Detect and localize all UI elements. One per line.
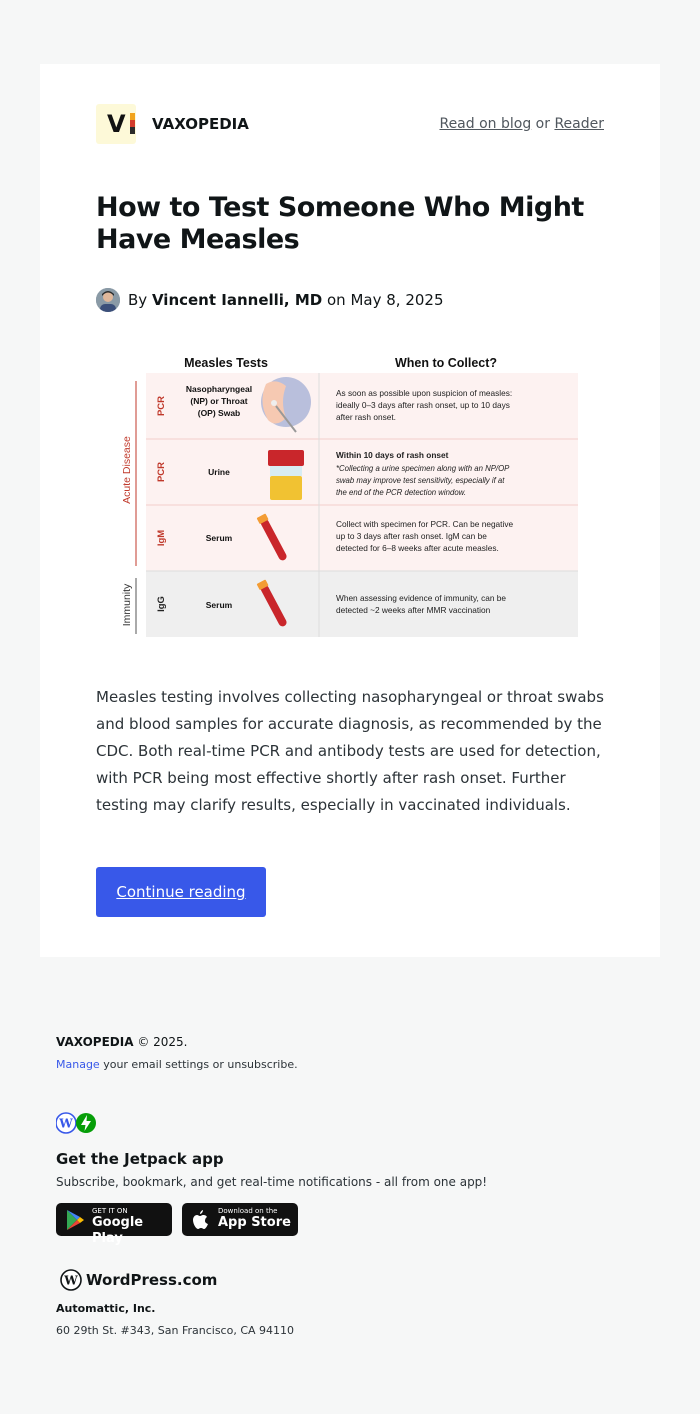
row1-when-line1: As soon as possible upon suspicion of measles: — [336, 388, 513, 398]
footer-brand[interactable]: VAXOPEDIA — [56, 1035, 134, 1049]
row2-when-line1: Within 10 days of rash onset — [336, 450, 449, 460]
email-card — [40, 64, 660, 957]
svg-text:W: W — [64, 1273, 78, 1288]
app-store-button[interactable] — [182, 1203, 298, 1236]
google-play-big-text: Google Play — [92, 1215, 144, 1246]
google-play-icon — [64, 1209, 86, 1231]
row3-when-line2: up to 3 days after rash onset. IgM can be — [336, 531, 487, 541]
row4-when-line2: detected ~2 weeks after MMR vaccination — [336, 605, 491, 615]
post-title[interactable]: How to Test Someone Who Might Have Measles — [96, 192, 584, 255]
row3-specimen: Serum — [205, 533, 233, 543]
continue-reading-button[interactable]: Continue reading — [96, 867, 266, 917]
manage-link[interactable]: Manage — [56, 1058, 100, 1071]
row1-when-line2: ideally 0–3 days after rash onset, up to 10 days — [336, 400, 510, 410]
row4-specimen: Serum — [205, 600, 233, 610]
logo-bar-red — [130, 120, 135, 127]
author-avatar — [96, 288, 120, 312]
jetpack-title: Get the Jetpack app — [56, 1150, 224, 1168]
byline-text — [128, 288, 444, 312]
post-excerpt: Measles testing involves collecting nasopharyngeal or throat swabs and blood samples for accurate diagnosis, as recommended by the CDC. Both real-time PCR and antibody tests are used for detection, with PCR being most effective shortly after rash onset. Further testing may clarify results, especially in vaccinated individuals. — [96, 688, 604, 814]
header-links — [439, 114, 604, 134]
col-header-when: When to Collect? — [394, 356, 498, 370]
wordpress-logo-icon — [60, 1269, 82, 1291]
google-play-button[interactable] — [56, 1203, 172, 1246]
row4-when-line1: When assessing evidence of immunity, can be — [336, 593, 507, 603]
wordpress-com-text: WordPress.com — [86, 1271, 218, 1289]
row2-when-line3: swab may improve test sensitivity, especially if at — [336, 476, 505, 485]
row1-when-line3: after rash onset. — [336, 412, 396, 422]
site-logo-letter: V — [107, 110, 126, 138]
row3-method: IgM — [156, 529, 167, 547]
company-address: 60 29th St. #343, San Francisco, CA 94110 — [56, 1324, 295, 1337]
app-store-small-text: Download on the — [218, 1207, 278, 1215]
row2-when-line2: *Collecting a urine specimen along with an NP/OP — [336, 464, 510, 473]
wordpress-jetpack-icons — [56, 1112, 98, 1134]
google-play-small-text: GET IT ON — [92, 1207, 128, 1215]
row3-when-line1: Collect with specimen for PCR. Can be negative — [336, 519, 514, 529]
row2-method: PCR — [156, 461, 167, 483]
col-header-tests: Measles Tests — [184, 356, 268, 370]
app-store-big-text: App Store — [218, 1215, 291, 1230]
footer-copyright-year: © 2025. — [137, 1035, 188, 1049]
row1-specimen-line1: Nasopharyngeal — [185, 384, 253, 394]
row3-when-line3: detected for 6–8 weeks after acute measles. — [336, 543, 499, 553]
byline-on: on — [327, 291, 346, 309]
row1-specimen-line2: (NP) or Throat — [190, 396, 248, 406]
author-name[interactable]: Vincent Iannelli, MD — [151, 291, 323, 309]
byline-by: By — [128, 291, 148, 309]
group-label-immunity: Immunity — [121, 583, 133, 627]
measles-tests-infographic[interactable] — [116, 346, 586, 638]
row2-when-line4: the end of the PCR detection window. — [336, 488, 467, 497]
logo-bar-dark — [130, 127, 135, 134]
site-logo[interactable] — [96, 104, 136, 144]
urine-cup-icon — [268, 450, 304, 500]
post-date: May 8, 2025 — [350, 291, 444, 309]
reader-link[interactable]: Reader — [554, 116, 604, 132]
header-or: or — [535, 116, 550, 132]
svg-text:W: W — [59, 1116, 73, 1131]
footer-manage — [56, 1053, 298, 1077]
row4-method: IgG — [156, 596, 167, 612]
logo-bar-orange — [130, 113, 135, 120]
group-label-acute: Acute Disease — [121, 436, 133, 504]
site-name[interactable]: VAXOPEDIA — [152, 115, 249, 133]
row1-specimen-line3: (OP) Swab — [197, 408, 241, 418]
footer-copyright — [56, 1030, 188, 1054]
company-name: Automattic, Inc. — [56, 1302, 156, 1315]
manage-rest: your email settings or unsubscribe. — [99, 1058, 298, 1071]
read-on-blog-link[interactable]: Read on blog — [439, 116, 532, 132]
jetpack-subtitle: Subscribe, bookmark, and get real-time notifications - all from one app! — [56, 1175, 488, 1189]
row2-specimen: Urine — [208, 467, 230, 477]
row1-method: PCR — [156, 395, 167, 417]
apple-icon — [190, 1209, 212, 1231]
